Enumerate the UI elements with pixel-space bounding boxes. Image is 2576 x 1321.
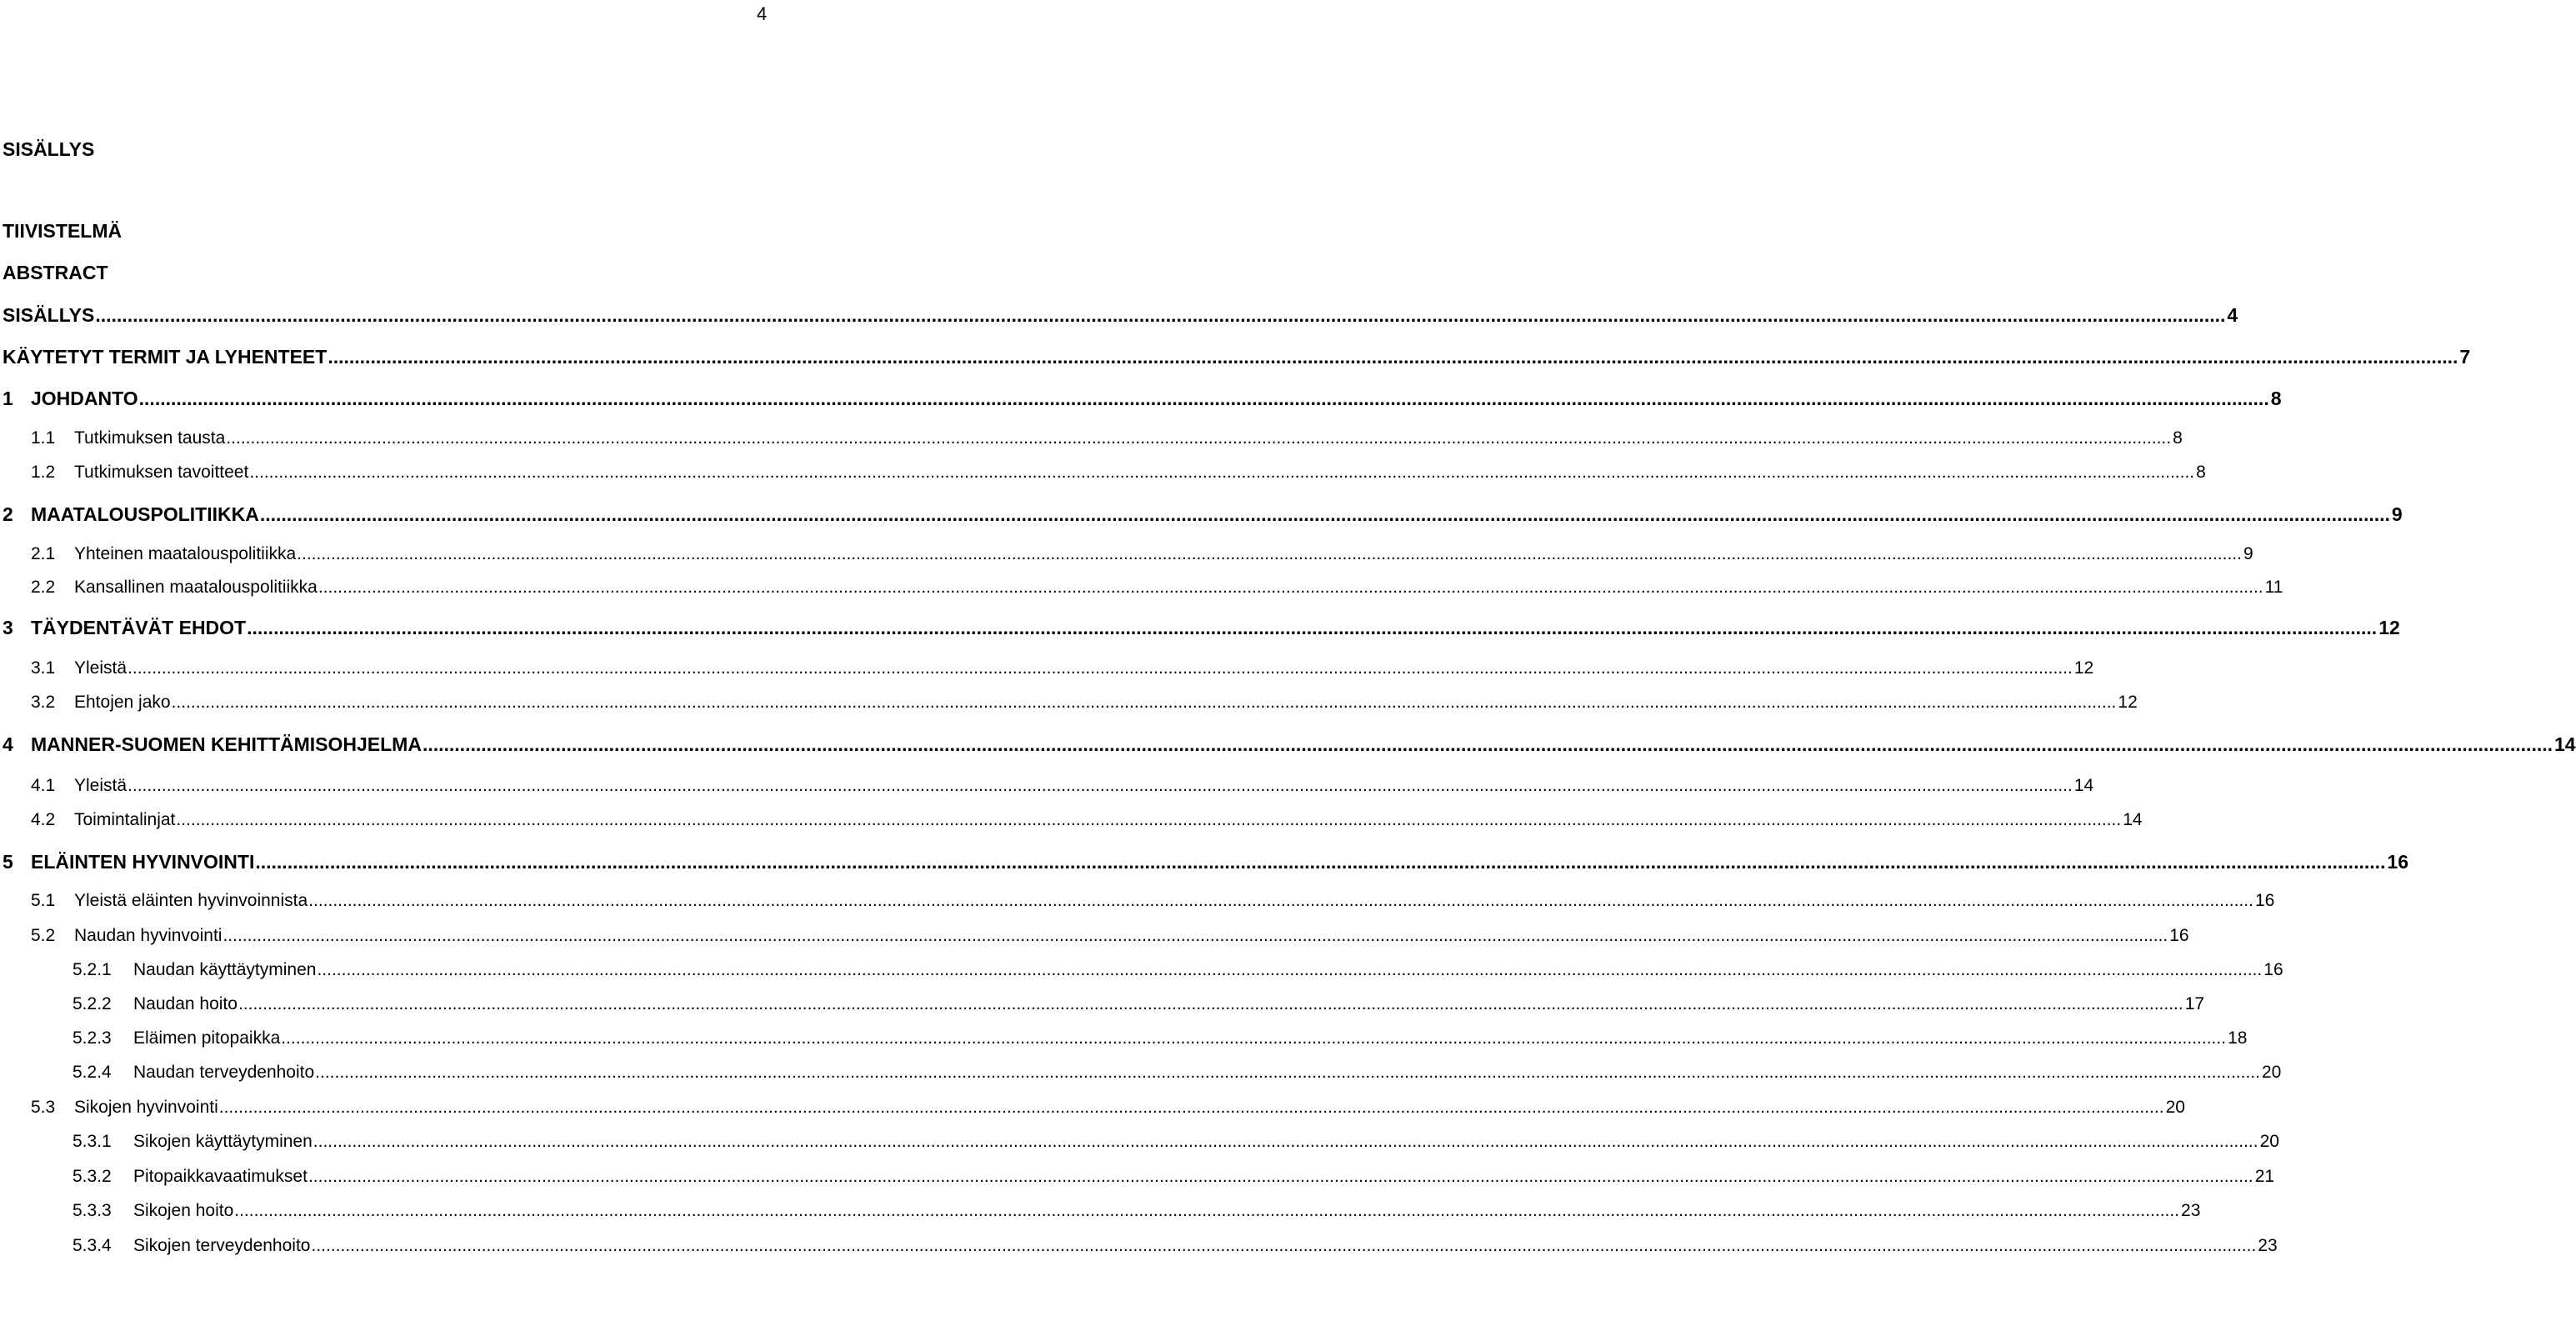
toc-entry-number: 5.3.4 [73, 1236, 112, 1255]
toc-entry[interactable] [0, 691, 2138, 714]
toc-entry-title: JOHDANTO [31, 388, 138, 409]
dot-leader: ................................................................................................................................................................................................................................................................................................................................................................................................................ [422, 733, 2553, 755]
toc-entry-title: Tutkimuksen tavoitteet [74, 463, 249, 482]
toc-entry-page: 14 [2123, 810, 2143, 829]
toc-entry-number: 5.3.2 [73, 1167, 112, 1186]
toc-entry[interactable] [0, 461, 2206, 484]
toc-entry-page: 16 [2263, 960, 2283, 979]
toc-entry-page: 20 [2261, 1063, 2282, 1082]
page-title: SISÄLLYS [3, 138, 95, 160]
toc-entry[interactable] [0, 850, 2409, 873]
toc-entry-page: 23 [2258, 1236, 2278, 1255]
toc-entry-page: 8 [2196, 463, 2206, 482]
dot-leader: ................................................................................................................................................................................................................................................................................................................................................................................................................ [249, 463, 2195, 482]
toc-entry-page: 9 [2391, 503, 2403, 525]
dot-leader: ................................................................................................................................................................................................................................................................................................................................................................................................................ [128, 658, 2073, 678]
toc-entry-page: 8 [2173, 428, 2183, 448]
toc-entry[interactable] [0, 1234, 2278, 1258]
toc-entry-number: 4.1 [31, 776, 56, 795]
toc-entry-page: 4 [2227, 304, 2238, 326]
toc-entry-number: 5.2.4 [73, 1063, 112, 1082]
toc-entry-title: ELÄINTEN HYVINVOINTI [31, 851, 255, 873]
toc-entry-page: 11 [2264, 578, 2283, 597]
toc-entry-number: 1.1 [31, 428, 56, 448]
toc-entry-page: 14 [2554, 733, 2576, 755]
toc-entry-title: MANNER-SUOMEN KEHITTÄMISOHJELMA [31, 733, 422, 755]
toc-entry[interactable] [0, 733, 2576, 756]
dot-leader: ................................................................................................................................................................................................................................................................................................................................................................................................................ [226, 428, 2172, 448]
toc-entry[interactable] [0, 774, 2094, 798]
toc-entry-page: 23 [2181, 1201, 2201, 1220]
toc-entry-title: Ehtojen jako [74, 693, 171, 712]
dot-leader: ................................................................................................................................................................................................................................................................................................................................................................................................................ [308, 1167, 2253, 1186]
toc-entry-number: 3.1 [31, 658, 56, 678]
toc-entry-abstract-en: ABSTRACT [3, 262, 108, 283]
toc-entry-page: 12 [2118, 693, 2138, 712]
toc-entry-number: 5.3.3 [73, 1201, 112, 1220]
toc-entry[interactable] [0, 387, 2282, 410]
toc-entry-number: 5.2.2 [73, 994, 112, 1013]
toc-entry[interactable] [0, 616, 2400, 639]
dot-leader: ................................................................................................................................................................................................................................................................................................................................................................................................................ [311, 1236, 2257, 1255]
toc-entry-page: 20 [2259, 1132, 2279, 1151]
dot-leader: ................................................................................................................................................................................................................................................................................................................................................................................................................ [315, 1063, 2260, 1082]
toc-entry-abstract-fi: TIIVISTELMÄ [3, 220, 123, 242]
toc-entry-number: 5.3 [31, 1098, 56, 1117]
toc-entry-title: KÄYTETYT TERMIT JA LYHENTEET [3, 346, 328, 368]
toc-entry-title: SISÄLLYS [3, 304, 95, 326]
dot-leader: ................................................................................................................................................................................................................................................................................................................................................................................................................ [308, 891, 2253, 910]
toc-entry-title: Sikojen käyttäytyminen [133, 1132, 313, 1151]
toc-entry-title: Yleistä [74, 776, 128, 795]
toc-entry-title: Pitopaikkavaatimukset [133, 1167, 308, 1186]
dot-leader: ................................................................................................................................................................................................................................................................................................................................................................................................................ [259, 503, 2390, 525]
toc-entry-page: 7 [2459, 346, 2471, 368]
toc-entry[interactable] [0, 1027, 2248, 1050]
toc-entry[interactable] [0, 657, 2094, 680]
toc-entry-number: 4.2 [31, 810, 56, 829]
toc-entry-number: 5.2.1 [73, 960, 112, 979]
toc-entry-page: 16 [2254, 891, 2275, 910]
toc-entry-title: Yleistä [74, 658, 128, 678]
dot-leader: ................................................................................................................................................................................................................................................................................................................................................................................................................ [238, 994, 2183, 1013]
toc-entry-title: Kansallinen maatalouspolitiikka [74, 578, 318, 597]
dot-leader: ................................................................................................................................................................................................................................................................................................................................................................................................................ [234, 1201, 2180, 1220]
toc-entry-number: 2.1 [31, 544, 56, 563]
toc-entry[interactable] [0, 1130, 2279, 1153]
toc-entry[interactable] [0, 1199, 2201, 1223]
toc-entry-page: 8 [2270, 388, 2282, 409]
dot-leader: ................................................................................................................................................................................................................................................................................................................................................................................................................ [223, 926, 2168, 945]
toc-entry-page: 16 [2387, 851, 2409, 873]
dot-leader: ................................................................................................................................................................................................................................................................................................................................................................................................................ [328, 346, 2458, 368]
toc-entry-title: Yhteinen maatalouspolitiikka [74, 544, 297, 563]
toc-entry-page: 12 [2378, 617, 2400, 638]
dot-leader: ................................................................................................................................................................................................................................................................................................................................................................................................................ [281, 1028, 2227, 1048]
toc-entry-title: Yleistä eläinten hyvinvoinnista [74, 891, 308, 910]
toc-entry-number: 2.2 [31, 578, 56, 597]
toc-entry-number: 5 [3, 851, 13, 873]
dot-leader: ................................................................................................................................................................................................................................................................................................................................................................................................................ [218, 1098, 2164, 1117]
toc-entry-title: MAATALOUSPOLITIIKKA [31, 503, 259, 525]
toc-entry-page: 21 [2254, 1167, 2275, 1186]
toc-entry[interactable] [0, 1061, 2282, 1084]
toc-entry-title: Tutkimuksen tausta [74, 428, 226, 448]
toc-entry-title: Sikojen terveydenhoito [133, 1236, 311, 1255]
toc-entry-page: 17 [2184, 994, 2205, 1013]
toc-entry-page: 18 [2228, 1028, 2248, 1048]
dot-leader: ................................................................................................................................................................................................................................................................................................................................................................................................................ [317, 960, 2263, 979]
toc-entry-title: Naudan käyttäytyminen [133, 960, 317, 979]
toc-entry[interactable] [0, 576, 2283, 599]
toc-entry-title: Sikojen hyvinvointi [74, 1098, 218, 1117]
toc-entry-number: 5.1 [31, 891, 56, 910]
toc-entry-title: Naudan hyvinvointi [74, 926, 223, 945]
toc-entry-page: 14 [2073, 776, 2094, 795]
toc-entry-title: Eläimen pitopaikka [133, 1028, 281, 1048]
toc-entry-number: 5.2 [31, 926, 56, 945]
toc-entry[interactable] [0, 543, 2253, 566]
toc-entry-number: 1.2 [31, 463, 56, 482]
dot-leader: ................................................................................................................................................................................................................................................................................................................................................................................................................ [138, 388, 2269, 409]
dot-leader: ................................................................................................................................................................................................................................................................................................................................................................................................................ [297, 544, 2242, 563]
toc-entry[interactable] [0, 924, 2189, 948]
toc-entry[interactable] [0, 503, 2403, 526]
toc-entry-page: 16 [2169, 926, 2189, 945]
toc-entry[interactable] [0, 1096, 2185, 1119]
dot-leader: ................................................................................................................................................................................................................................................................................................................................................................................................................ [313, 1132, 2258, 1151]
toc-entry-title: Naudan hoito [133, 994, 238, 1013]
toc-entry[interactable] [0, 345, 2471, 368]
toc-entry-number: 3 [3, 617, 13, 638]
toc-entry-title: Naudan terveydenhoito [133, 1063, 315, 1082]
dot-leader: ................................................................................................................................................................................................................................................................................................................................................................................................................ [95, 304, 2226, 326]
toc-entry[interactable] [0, 958, 2283, 982]
toc-entry-page: 20 [2165, 1098, 2185, 1117]
toc-entry-title: Sikojen hoito [133, 1201, 234, 1220]
page-number: 4 [757, 3, 768, 24]
toc-entry[interactable] [0, 1165, 2275, 1188]
dot-leader: ................................................................................................................................................................................................................................................................................................................................................................................................................ [318, 578, 2263, 597]
toc-entry-number: 1 [3, 388, 13, 409]
dot-leader: ................................................................................................................................................................................................................................................................................................................................................................................................................ [128, 776, 2073, 795]
toc-entry-number: 4 [3, 733, 13, 755]
dot-leader: ................................................................................................................................................................................................................................................................................................................................................................................................................ [247, 617, 2378, 638]
dot-leader: ................................................................................................................................................................................................................................................................................................................................................................................................................ [255, 851, 2386, 873]
dot-leader: ................................................................................................................................................................................................................................................................................................................................................................................................................ [176, 810, 2122, 829]
toc-entry-page: 12 [2073, 658, 2094, 678]
toc-entry[interactable] [0, 427, 2183, 450]
toc-entry-title: Toimintalinjat [74, 810, 176, 829]
toc-entry-page: 9 [2243, 544, 2253, 563]
toc-entry-title: TÄYDENTÄVÄT EHDOT [31, 617, 247, 638]
toc-entry-number: 5.2.3 [73, 1028, 112, 1048]
toc-entry-number: 3.2 [31, 693, 56, 712]
toc-entry[interactable] [0, 993, 2205, 1016]
toc-entry[interactable] [0, 808, 2143, 832]
toc-entry[interactable] [0, 889, 2275, 913]
toc-entry[interactable] [0, 303, 2238, 327]
toc-entry-number: 5.3.1 [73, 1132, 112, 1151]
dot-leader: ................................................................................................................................................................................................................................................................................................................................................................................................................ [171, 693, 2117, 712]
toc-entry-number: 2 [3, 503, 13, 525]
